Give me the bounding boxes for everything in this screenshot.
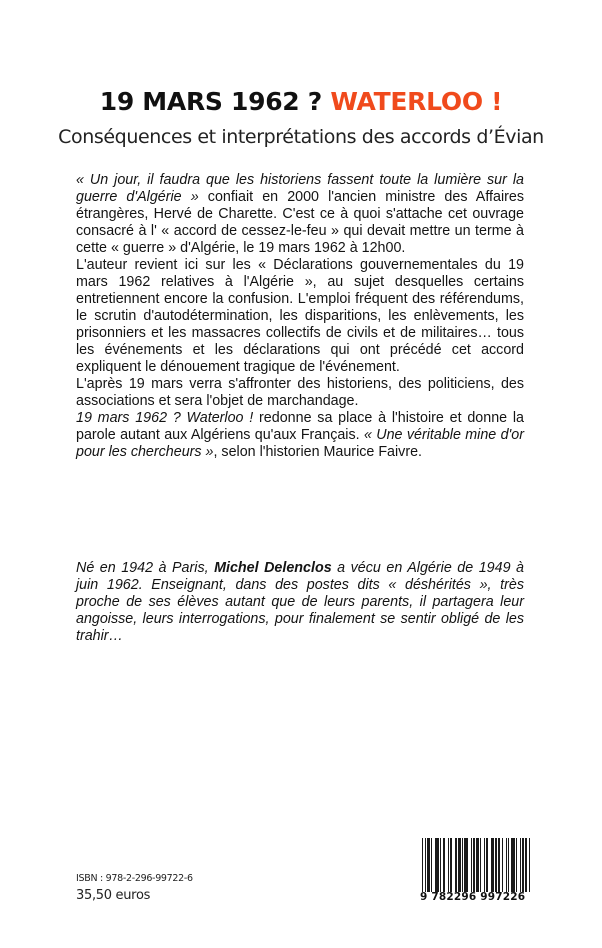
blurb-paragraph-4 — [76, 410, 524, 461]
book-title-inline: 19 mars 1962 ? Waterloo ! — [76, 410, 254, 426]
barcode-digits: 9 782296 997226 — [420, 891, 526, 903]
faivre-quote: « Une véritable mine d'or pour les chercheurs » — [76, 427, 524, 460]
blurb-p4-text: redonne sa place à l'histoire et donne la parole autant aux Algériens qu'aux Français. — [76, 410, 525, 443]
author-bio-paragraph — [76, 560, 524, 645]
book-title — [0, 86, 602, 118]
blurb-paragraph-3: L'après 19 mars verra s'affronter des historiens, des politiciens, des associations et sera l'objet de marchandage. — [76, 376, 524, 409]
isbn-label: ISBN : 978-2-296-99722-6 — [76, 873, 193, 884]
blurb-paragraph-2: L'auteur revient ici sur les « Déclarations gouvernementales du 19 mars 1962 relatives à l'Algérie », au sujet desquelles certains entretiennent encore la confusion. L'emploi fréquent des référendums, le scrutin d'autodétermination, les disparitions, les enlèvements, les prisonniers et les massacres collectifs de civils et de militaires… tous les événements et les déclarations qui ont précédé cet accord expliquent le dénouement tragique de l'événement. — [76, 257, 524, 375]
bio-text: a vécu en Algérie de 1949 à juin 1962. Enseignant, dans des postes dits « déshérités », très proche de ses élèves autant que de leurs parents, il partagera leur angoisse, leurs interrogations, pour finalement se sentir obligé de les trahir… — [76, 560, 524, 644]
blurb-p4-end: , selon l'historien Maurice Faivre. — [213, 444, 423, 460]
author-name: Michel Delenclos — [214, 560, 332, 576]
price-label: 35,50 euros — [76, 888, 151, 903]
blurb-p1-text: confiait en 2000 l'ancien ministre des Affaires étrangères, Hervé de Charette. C'est ce à quoi s'attache cet ouvrage consacré à l' « accord de cessez-le-feu » qui devait mettre un terme à cette « guerre » d'Algérie, le 19 mars 1962 à 12h00. — [76, 189, 524, 256]
barcode-bars-icon — [422, 838, 532, 892]
charette-quote: « Un jour, il faudra que les historiens fassent toute la lumière sur la guerre d'Algérie » — [76, 172, 524, 205]
title-waterloo: WATERLOO ! — [330, 87, 503, 116]
book-subtitle: Conséquences et interprétations des accords d’Évian — [58, 126, 544, 148]
title-date: 19 MARS 1962 ? — [99, 87, 331, 116]
barcode — [420, 838, 532, 903]
bio-intro: Né en 1942 à Paris, — [76, 560, 215, 576]
back-cover-blurb — [76, 172, 524, 461]
blurb-paragraph-1 — [76, 172, 524, 257]
author-bio — [76, 560, 524, 645]
